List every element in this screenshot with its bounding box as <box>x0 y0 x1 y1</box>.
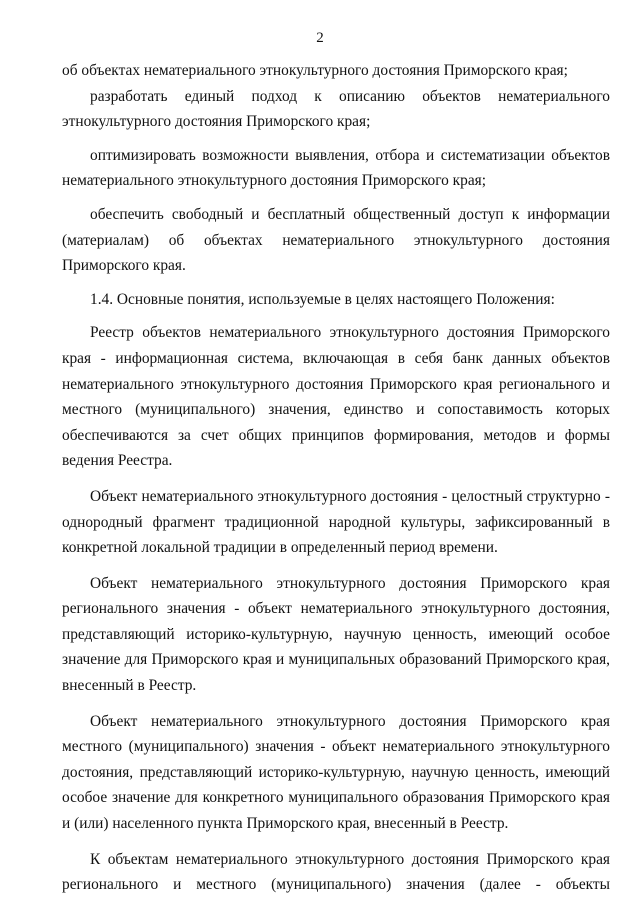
paragraph-develop-approach: разработать единый подход к описанию объектов нематериального этнокультурного достояния Приморского края; <box>62 87 610 131</box>
paragraph-provide-access: обеспечить свободный и бесплатный общественный доступ к информации (материалам) об объектах нематериального этнокультурного достояния Приморского края. <box>62 205 610 275</box>
paragraph-object-definition: Объект нематериального этнокультурного достояния - целостный структурно - однородный фрагмент традиционной народной культуры, зафиксированный в конкретной локальной традиции в определенный период времени. <box>62 487 610 557</box>
paragraph-optimize: оптимизировать возможности выявления, отбора и систематизации объектов нематериального этнокультурного достояния Приморского края; <box>62 146 610 190</box>
paragraph-regional-object-definition: Объект нематериального этнокультурного достояния Приморского края регионального значения - объект нематериального этнокультурного достояния, представляющий историко-культурную, научную ценность, имеющий особое значение для Приморского края и муниципальных образований Приморского края, внесенный в Реестр. <box>62 574 610 695</box>
paragraph-registry-definition: Реестр объектов нематериального этнокультурного достояния Приморского края - информационная система, включающая в себя банк данных объектов нематериального этнокультурного достояния Приморского края регионального и местного (муниципального) значения, единство и сопоставимость которых обеспечиваются за счет общих принципов формирования, методов и формы ведения Реестра. <box>62 324 610 470</box>
paragraph-continuation: об объектах нематериального этнокультурного достояния Приморского края; <box>62 62 568 79</box>
document-body <box>62 58 610 898</box>
paragraph-objects-list-intro: К объектам нематериального этнокультурного достояния Приморского края регионального и местного (муниципального) значения (далее - объекты <box>62 850 610 894</box>
paragraph-section-1-4: 1.4. Основные понятия, используемые в целях настоящего Положения: <box>90 290 555 308</box>
page-number: 2 <box>316 30 324 46</box>
paragraph-local-object-definition: Объект нематериального этнокультурного достояния Приморского края местного (муниципального) значения - объект нематериального этнокультурного достояния, представляющий историко-культурную, научную ценность, имеющий особое значение для конкретного муниципального образования Приморского края и (или) населенного пункта Приморского края, внесенный в Реестр. <box>62 712 610 833</box>
